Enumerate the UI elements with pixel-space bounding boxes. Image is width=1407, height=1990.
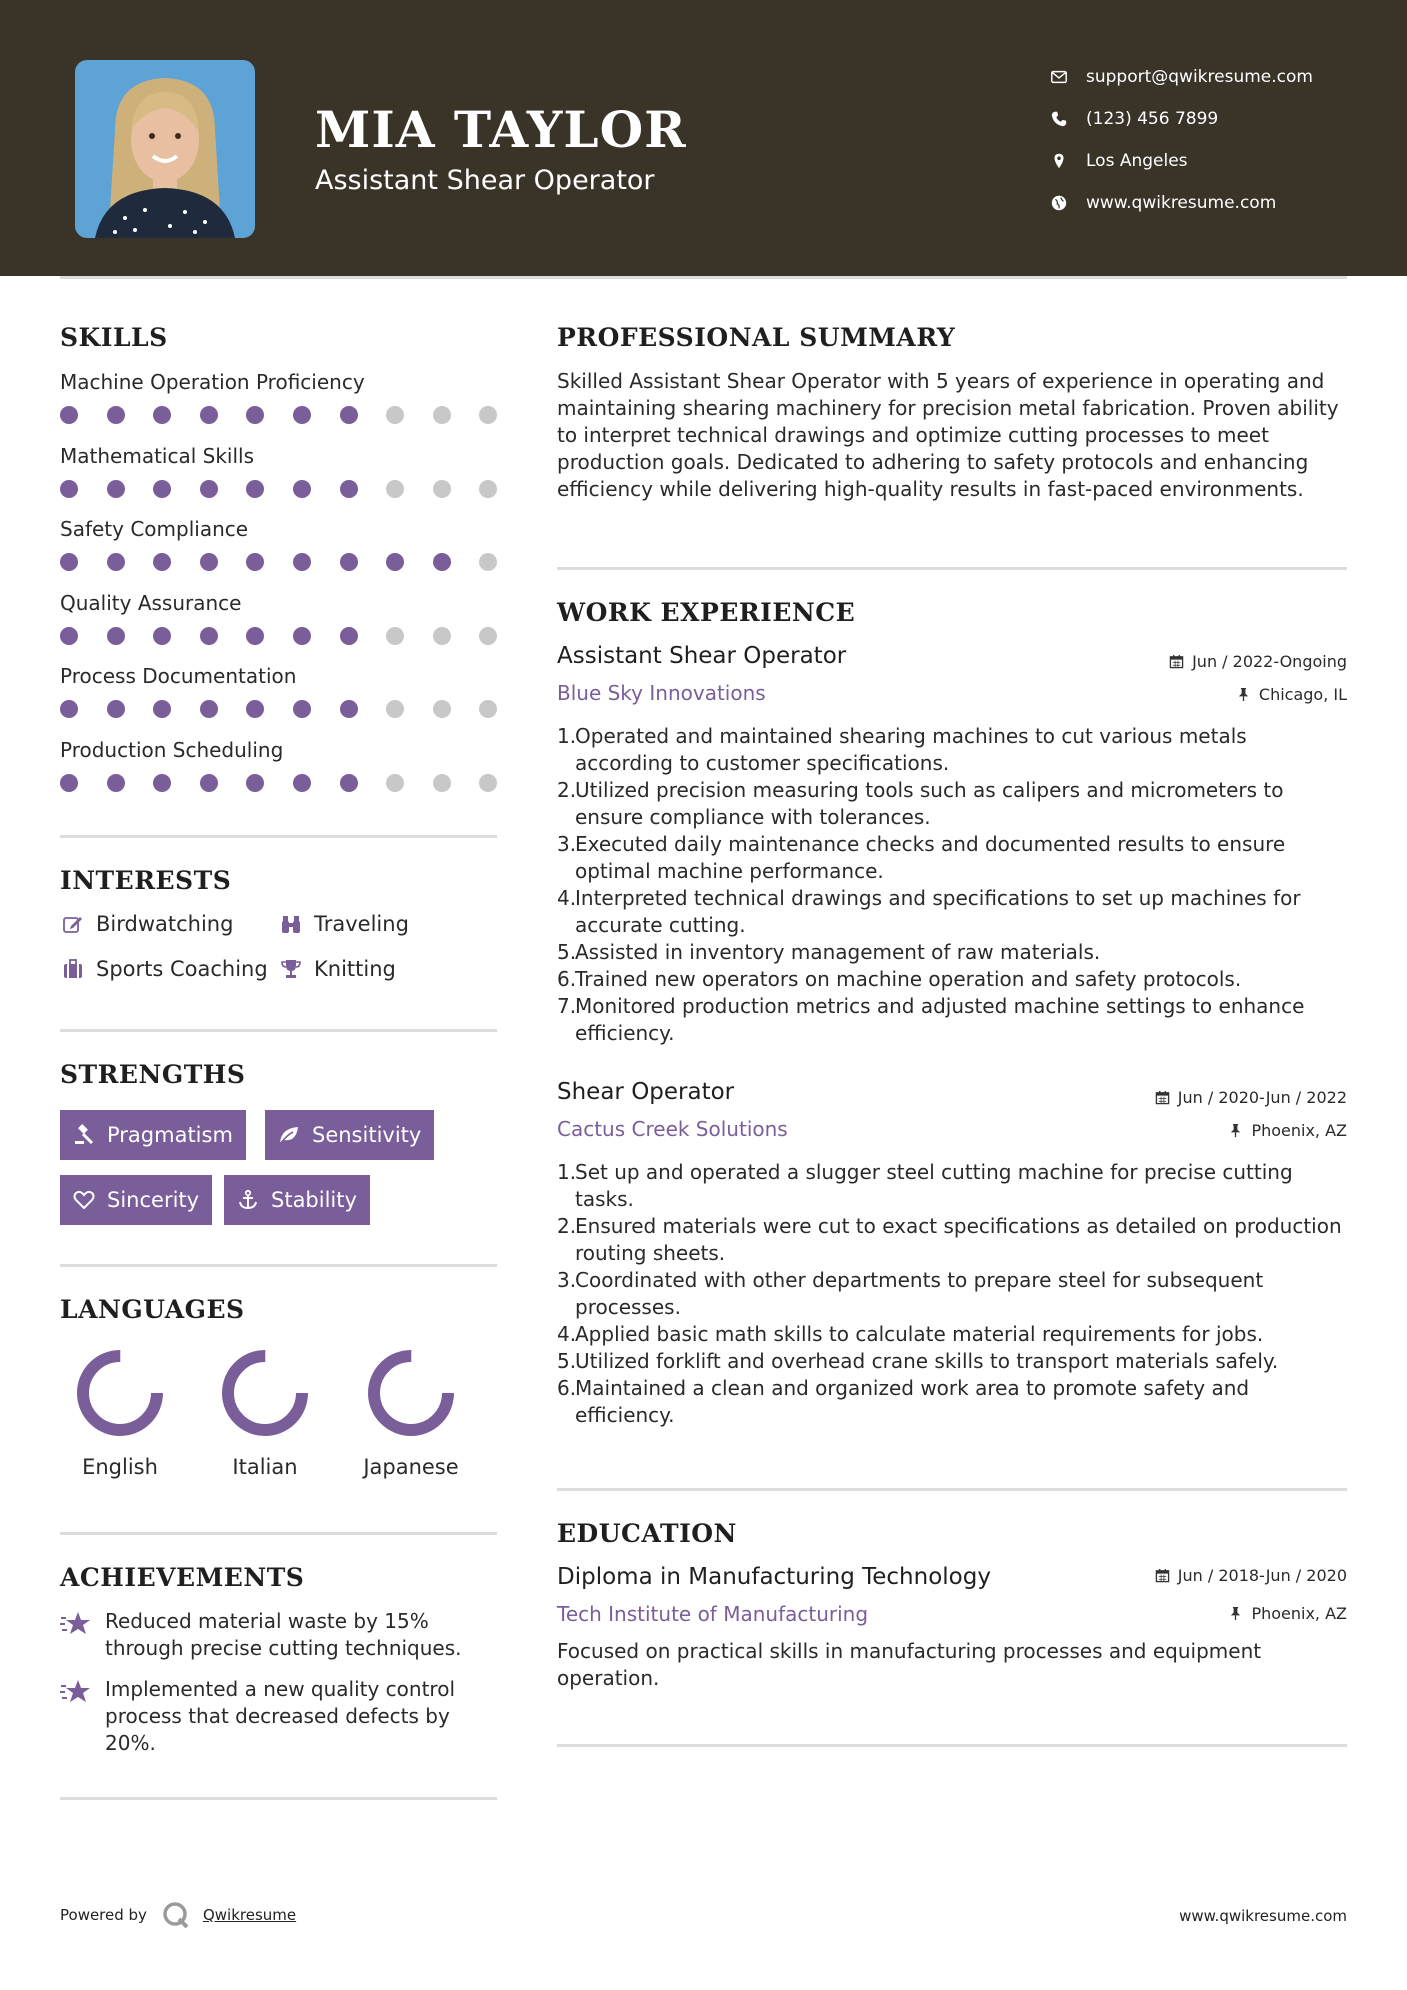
pushpin-icon [1228, 1123, 1243, 1138]
strength-label: Pragmatism [107, 1123, 233, 1147]
rating-dot-filled [293, 627, 311, 645]
skill-rating [60, 406, 505, 426]
job-title: Assistant Shear Operator [557, 643, 847, 669]
rating-dot-filled [153, 553, 171, 571]
skill-rating [60, 700, 505, 720]
achievement-item [60, 1676, 505, 1757]
brand-link[interactable]: Qwikresume [202, 1906, 297, 1924]
pushpin-icon [1228, 1606, 1243, 1621]
trophy-icon [278, 957, 304, 981]
skill-rating [60, 774, 505, 794]
education-title: EDUCATION [557, 1519, 737, 1548]
language-level-ring [219, 1347, 311, 1439]
edit-icon [60, 912, 86, 936]
rating-dot-filled [246, 553, 264, 571]
rating-dot-empty [433, 480, 451, 498]
rating-dot-filled [153, 774, 171, 792]
rating-dot-filled [340, 774, 358, 792]
strength-label: Stability [271, 1188, 357, 1212]
job-dates [1169, 652, 1347, 671]
skill-name: Safety Compliance [60, 517, 249, 541]
job-dates [1155, 1088, 1347, 1107]
language-item [356, 1347, 466, 1479]
rating-dot-filled [60, 627, 78, 645]
rating-dot-filled [340, 627, 358, 645]
language-level-ring [74, 1347, 166, 1439]
skills-title: SKILLS [60, 323, 168, 352]
interest-label: Sports Coaching [96, 957, 268, 981]
skill-name: Machine Operation Proficiency [60, 370, 365, 394]
rating-dot-empty [433, 627, 451, 645]
rating-dot-filled [200, 480, 218, 498]
school-name: Tech Institute of Manufacturing [557, 1602, 869, 1626]
star-award-icon [60, 1676, 105, 1757]
rating-dot-empty [433, 774, 451, 792]
rating-dot-filled [107, 774, 125, 792]
skill-name: Process Documentation [60, 664, 297, 688]
rating-dot-filled [433, 553, 451, 571]
rating-dot-filled [246, 700, 264, 718]
rating-dot-filled [107, 627, 125, 645]
contact-website-text: www.qwikresume.com [1086, 193, 1277, 213]
job-bullet: 2. Utilized precision measuring tools such as calipers and micrometers to ensure compliance with tolerances. [557, 778, 1284, 829]
profile-photo [75, 60, 255, 238]
job-bullets [557, 1159, 1347, 1429]
skill-rating [60, 627, 505, 647]
rating-dot-filled [107, 553, 125, 571]
achievement-text: Implemented a new quality control process that decreased defects by 20%. [105, 1677, 456, 1755]
job-dates-text: Jun / 2022-Ongoing [1192, 652, 1347, 671]
strength-tag [60, 1175, 212, 1225]
strength-tag [60, 1110, 246, 1160]
rating-dot-filled [340, 480, 358, 498]
language-item [210, 1347, 320, 1479]
skill-name: Mathematical Skills [60, 443, 255, 468]
skill-rating [60, 553, 505, 573]
footer-powered-by [60, 1900, 296, 1930]
language-name: English [82, 1455, 158, 1479]
rating-dot-empty [479, 700, 497, 718]
rating-dot-filled [153, 700, 171, 718]
candidate-role: Assistant Shear Operator [315, 165, 655, 196]
education-dates [1155, 1566, 1347, 1585]
language-level-ring [365, 1347, 457, 1439]
rating-dot-empty [386, 406, 404, 424]
company-name: Cactus Creek Solutions [557, 1117, 788, 1141]
skill-rating [60, 480, 505, 500]
education-divider [557, 1744, 1347, 1747]
phone-icon [1050, 110, 1086, 128]
job-location [1236, 685, 1347, 704]
achievement-text: Reduced material waste by 15% through precise cutting techniques. [105, 1609, 462, 1660]
rating-dot-empty [386, 627, 404, 645]
skills-divider [60, 835, 497, 838]
job-bullet: 6. Trained new operators on machine operation and safety protocols. [557, 967, 1242, 991]
heart-icon [73, 1189, 95, 1211]
rating-dot-filled [340, 700, 358, 718]
job-bullet: 5. Assisted in inventory management of raw materials. [557, 940, 1101, 964]
rating-dot-filled [60, 406, 78, 424]
achievements-divider [60, 1797, 497, 1800]
rating-dot-filled [246, 774, 264, 792]
education-location [1228, 1604, 1347, 1623]
rating-dot-empty [479, 480, 497, 498]
rating-dot-filled [200, 700, 218, 718]
language-name: Japanese [363, 1455, 459, 1479]
language-level-arc [83, 1356, 157, 1430]
contact-email[interactable] [1050, 56, 1390, 98]
education-location-text: Phoenix, AZ [1251, 1604, 1347, 1623]
languages-divider [60, 1532, 497, 1535]
job-title: Shear Operator [557, 1079, 735, 1105]
header-divider [60, 276, 1347, 279]
binoculars-icon [278, 912, 304, 936]
job-bullet: 1. Operated and maintained shearing machines to cut various metals according to customer specifications. [557, 724, 1247, 775]
job-bullet: 3. Executed daily maintenance checks and documented results to ensure optimal machine performance. [557, 832, 1286, 883]
rating-dot-empty [386, 480, 404, 498]
interest-item [278, 957, 396, 981]
strength-label: Sensitivity [312, 1123, 422, 1147]
job-bullet: 4. Applied basic math skills to calculate material requirements for jobs. [557, 1322, 1264, 1346]
job-location-text: Phoenix, AZ [1251, 1121, 1347, 1140]
job-bullet: 1. Set up and operated a slugger steel cutting machine for precise cutting tasks. [557, 1160, 1293, 1211]
briefcase-icon [60, 957, 86, 981]
interests-divider [60, 1029, 497, 1032]
email-icon [1050, 68, 1086, 86]
globe-icon [1050, 194, 1086, 212]
degree-title: Diploma in Manufacturing Technology [557, 1564, 991, 1590]
rating-dot-filled [246, 627, 264, 645]
rating-dot-filled [153, 627, 171, 645]
job-bullet: 2. Ensured materials were cut to exact specifications as detailed on production routing sheets. [557, 1214, 1342, 1265]
resume-header [0, 0, 1407, 276]
summary-divider [557, 567, 1347, 570]
education-dates-text: Jun / 2018-Jun / 2020 [1177, 1566, 1347, 1585]
rating-dot-filled [293, 774, 311, 792]
profile-photo-image [75, 60, 255, 238]
skill-name: Production Scheduling [60, 737, 284, 762]
contact-phone[interactable] [1050, 98, 1390, 140]
rating-dot-filled [340, 406, 358, 424]
language-item [65, 1347, 175, 1479]
language-level-arc [374, 1356, 448, 1430]
pushpin-icon [1236, 687, 1251, 702]
rating-dot-filled [293, 480, 311, 498]
rating-dot-empty [386, 774, 404, 792]
job-location [1228, 1121, 1347, 1140]
contact-phone-text: (123) 456 7899 [1086, 109, 1219, 129]
strengths-title: STRENGTHS [60, 1060, 246, 1089]
interest-item [60, 957, 268, 981]
anchor-icon [237, 1189, 259, 1211]
languages-title: LANGUAGES [60, 1295, 245, 1324]
rating-dot-filled [60, 553, 78, 571]
rating-dot-empty [479, 406, 497, 424]
rating-dot-filled [386, 553, 404, 571]
education-description: Focused on practical skills in manufacturing processes and equipment operation. [557, 1639, 1262, 1690]
rating-dot-filled [60, 700, 78, 718]
summary-title: PROFESSIONAL SUMMARY [557, 323, 956, 352]
job-bullets [557, 723, 1347, 1047]
rating-dot-empty [386, 700, 404, 718]
location-pin-icon [1050, 152, 1086, 170]
calendar-icon [1169, 654, 1184, 669]
strengths-divider [60, 1264, 497, 1267]
powered-by-text: Powered by [60, 1906, 147, 1924]
rating-dot-filled [200, 406, 218, 424]
job-dates-text: Jun / 2020-Jun / 2022 [1177, 1088, 1347, 1107]
rating-dot-filled [246, 480, 264, 498]
rating-dot-filled [293, 406, 311, 424]
rating-dot-filled [246, 406, 264, 424]
achievements-title: ACHIEVEMENTS [60, 1563, 305, 1592]
experience-divider [557, 1488, 1347, 1491]
rating-dot-empty [479, 553, 497, 571]
calendar-icon [1155, 1568, 1170, 1583]
job-bullet: 7. Monitored production metrics and adjusted machine settings to enhance efficiency. [557, 994, 1305, 1045]
rating-dot-empty [433, 700, 451, 718]
interest-item [60, 912, 233, 936]
rating-dot-filled [293, 700, 311, 718]
summary-text: Skilled Assistant Shear Operator with 5 years of experience in operating and maintaining shearing machinery for precision metal fabrication. Proven ability to interpret technical drawings and optimize cutting processes to meet production goals. Dedicated to adhering to safety protocols and enhancing efficiency while delivering high-quality results in fast-paced environments. [557, 369, 1339, 501]
interest-label: Birdwatching [96, 912, 234, 936]
contact-location [1050, 140, 1390, 182]
interests-title: INTERESTS [60, 866, 232, 895]
rating-dot-filled [200, 627, 218, 645]
experience-title: WORK EXPERIENCE [557, 598, 856, 627]
rating-dot-filled [107, 700, 125, 718]
job-bullet: 6. Maintained a clean and organized work area to promote safety and efficiency. [557, 1376, 1250, 1427]
skill-name: Quality Assurance [60, 590, 242, 615]
footer-website[interactable]: www.qwikresume.com [1179, 1907, 1347, 1925]
rating-dot-filled [107, 480, 125, 498]
strength-label: Sincerity [107, 1188, 200, 1212]
strength-tag [265, 1110, 434, 1160]
leaf-icon [278, 1124, 300, 1146]
interest-item [278, 912, 409, 936]
rating-dot-filled [153, 406, 171, 424]
rating-dot-filled [60, 480, 78, 498]
calendar-icon [1155, 1090, 1170, 1105]
contact-website[interactable] [1050, 182, 1390, 224]
candidate-name: MIA TAYLOR [315, 100, 687, 159]
rating-dot-empty [433, 406, 451, 424]
job-bullet: 4. Interpreted technical drawings and specifications to set up machines for accurate cutting. [557, 886, 1301, 937]
rating-dot-filled [200, 774, 218, 792]
contact-list [1050, 56, 1390, 224]
language-level-arc [228, 1356, 302, 1430]
rating-dot-filled [60, 774, 78, 792]
contact-email-text: support@qwikresume.com [1086, 67, 1313, 87]
rating-dot-filled [200, 553, 218, 571]
rating-dot-empty [479, 774, 497, 792]
rating-dot-filled [153, 480, 171, 498]
rating-dot-filled [107, 406, 125, 424]
language-name: Italian [232, 1455, 298, 1479]
achievement-item [60, 1608, 505, 1662]
company-name: Blue Sky Innovations [557, 681, 766, 705]
interest-label: Traveling [314, 912, 409, 936]
rating-dot-filled [293, 553, 311, 571]
job-bullet: 5. Utilized forklift and overhead crane skills to transport materials safely. [557, 1349, 1279, 1373]
qwikresume-logo-icon [161, 1900, 191, 1930]
interest-label: Knitting [314, 957, 396, 981]
job-bullet: 3. Coordinated with other departments to prepare steel for subsequent processes. [557, 1268, 1264, 1319]
contact-location-text: Los Angeles [1086, 151, 1188, 171]
rating-dot-empty [479, 627, 497, 645]
job-location-text: Chicago, IL [1258, 685, 1347, 704]
star-award-icon [60, 1608, 105, 1662]
rating-dot-filled [340, 553, 358, 571]
strength-tag [224, 1175, 370, 1225]
gavel-icon [73, 1124, 95, 1146]
